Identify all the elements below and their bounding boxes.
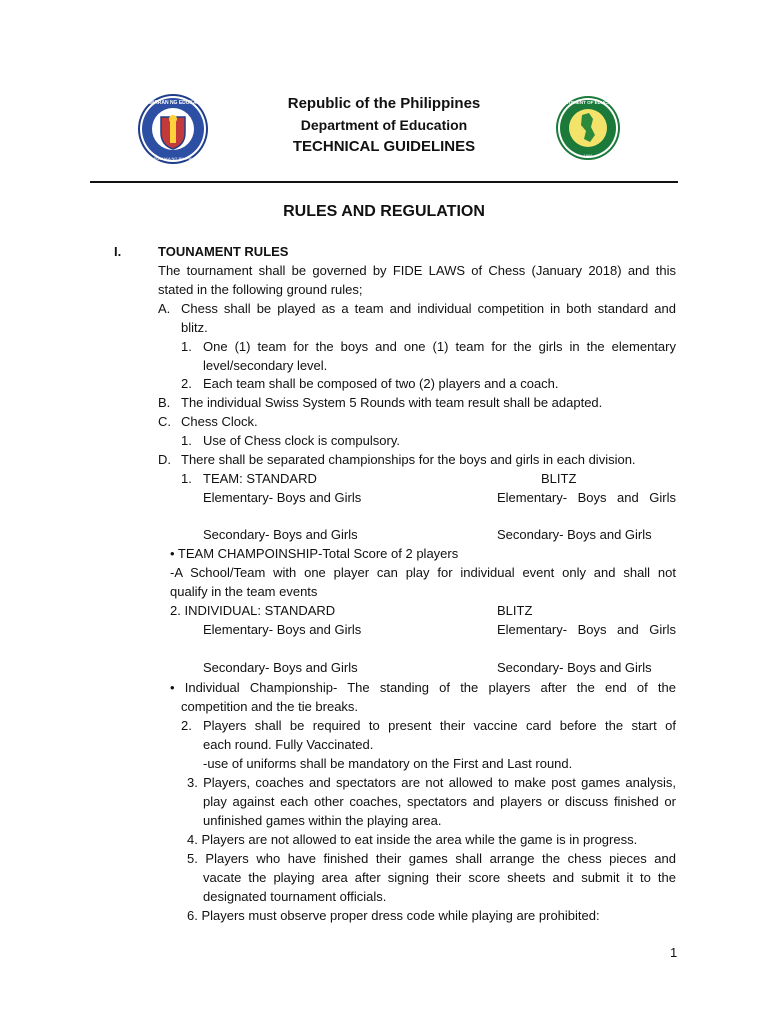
rule-2-line-1: Players shall be required to present their vaccine card before the start of <box>203 718 676 733</box>
item-a-text: Chess shall be played as a team and individual competition in both standard and <box>181 301 676 316</box>
individual-blitz-elementary: Elementary- Boys and Girls <box>497 622 676 637</box>
intro-line-1: The tournament shall be governed by FIDE LAWS of Chess (January 2018) and this <box>158 263 676 278</box>
svg-text:KAGAWARAN NG EDUKASYON: KAGAWARAN NG EDUKASYON <box>137 100 209 106</box>
section-heading: TOUNAMENT RULES <box>158 244 289 259</box>
item-c1-text: Use of Chess clock is compulsory. <box>203 433 400 448</box>
item-d-text: There shall be separated championships for the boys and girls in each division. <box>181 452 636 467</box>
item-b-label: B. <box>158 395 171 410</box>
team-standard-head: TEAM: STANDARD <box>203 471 317 486</box>
item-a-text-cont: blitz. <box>181 320 208 335</box>
rule-5-line-3: designated tournament officials. <box>203 889 387 904</box>
item-d-label: D. <box>158 452 171 467</box>
deped-division-seal-logo <box>555 95 621 161</box>
page-number: 1 <box>670 945 678 960</box>
team-blitz-elementary: Elementary- Boys and Girls <box>497 490 676 505</box>
deped-seal-logo <box>137 93 209 165</box>
item-a2-text: Each team shall be composed of two (2) players and a coach. <box>203 376 559 391</box>
svg-text:1966: 1966 <box>583 153 593 158</box>
item-b-text: The individual Swiss System 5 Rounds with team result shall be adapted. <box>181 395 603 410</box>
rule-3-line-2: play against each other coaches, spectators and players or discuss finished or <box>203 794 676 809</box>
svg-text:REPUBLIKA NG PILIPINAS: REPUBLIKA NG PILIPINAS <box>148 156 198 161</box>
rule-6-text: 6. Players must observe proper dress code while playing are prohibited: <box>187 908 600 923</box>
item-c-label: C. <box>158 414 171 429</box>
header-republic: Republic of the Philippines <box>287 95 481 112</box>
page-title: RULES AND REGULATION <box>283 203 485 220</box>
item-a1-label: 1. <box>181 339 192 354</box>
rule-3-line-3: unfinished games within the playing area. <box>203 813 442 828</box>
intro-line-2: stated in the following ground rules; <box>158 282 363 297</box>
individual-blitz-head: BLITZ <box>497 603 533 618</box>
item-c1-label: 1. <box>181 433 192 448</box>
rule-3-line-1: 3. Players, coaches and spectators are not allowed to make post games analysis, <box>187 775 676 790</box>
individual-standard-secondary: Secondary- Boys and Girls <box>203 660 358 675</box>
rule-2-line-3: -use of uniforms shall be mandatory on the First and Last round. <box>203 756 573 771</box>
individual-standard-head: 2. INDIVIDUAL: STANDARD <box>170 603 336 618</box>
svg-text:DEPARTMENT OF EDUCATION: DEPARTMENT OF EDUCATION <box>555 100 621 105</box>
individual-blitz-secondary: Secondary- Boys and Girls <box>497 660 652 675</box>
item-a-label: A. <box>158 301 171 316</box>
team-standard-secondary: Secondary- Boys and Girls <box>203 527 358 542</box>
rule-2-label: 2. <box>181 718 192 733</box>
item-a1-text: One (1) team for the boys and one (1) team for the girls in the elementary <box>203 339 676 354</box>
team-note-line-2: qualify in the team events <box>170 584 318 599</box>
team-note-line-1: -A School/Team with one player can play for individual event only and shall not <box>170 565 676 580</box>
item-a1-text-cont: level/secondary level. <box>203 358 328 373</box>
rule-5-line-2: vacate the playing area after signing their score sheets and submit it to the <box>203 870 676 885</box>
rule-5-line-1: 5. Players who have finished their games shall arrange the chess pieces and <box>187 851 676 866</box>
team-blitz-head: BLITZ <box>541 471 577 486</box>
section-numeral: I. <box>114 244 122 259</box>
header-technical-guidelines: TECHNICAL GUIDELINES <box>292 138 476 155</box>
individual-championship-bullet: • Individual Championship- The standing of the players after the end of the <box>170 680 676 695</box>
team-blitz-secondary: Secondary- Boys and Girls <box>497 527 652 542</box>
rule-2-line-2: each round. Fully Vaccinated. <box>203 737 374 752</box>
team-standard-elementary: Elementary- Boys and Girls <box>203 490 362 505</box>
header-divider <box>90 181 678 183</box>
individual-standard-elementary: Elementary- Boys and Girls <box>203 622 362 637</box>
team-label: 1. <box>181 471 192 486</box>
individual-championship-cont: competition and the tie breaks. <box>181 699 359 714</box>
header-department: Department of Education <box>300 117 468 133</box>
rule-4-text: 4. Players are not allowed to eat inside the area while the game is in progress. <box>187 832 638 847</box>
team-championship-bullet: • TEAM CHAMPOINSHIP-Total Score of 2 players <box>170 546 459 561</box>
item-c-text: Chess Clock. <box>181 414 258 429</box>
item-a2-label: 2. <box>181 376 192 391</box>
